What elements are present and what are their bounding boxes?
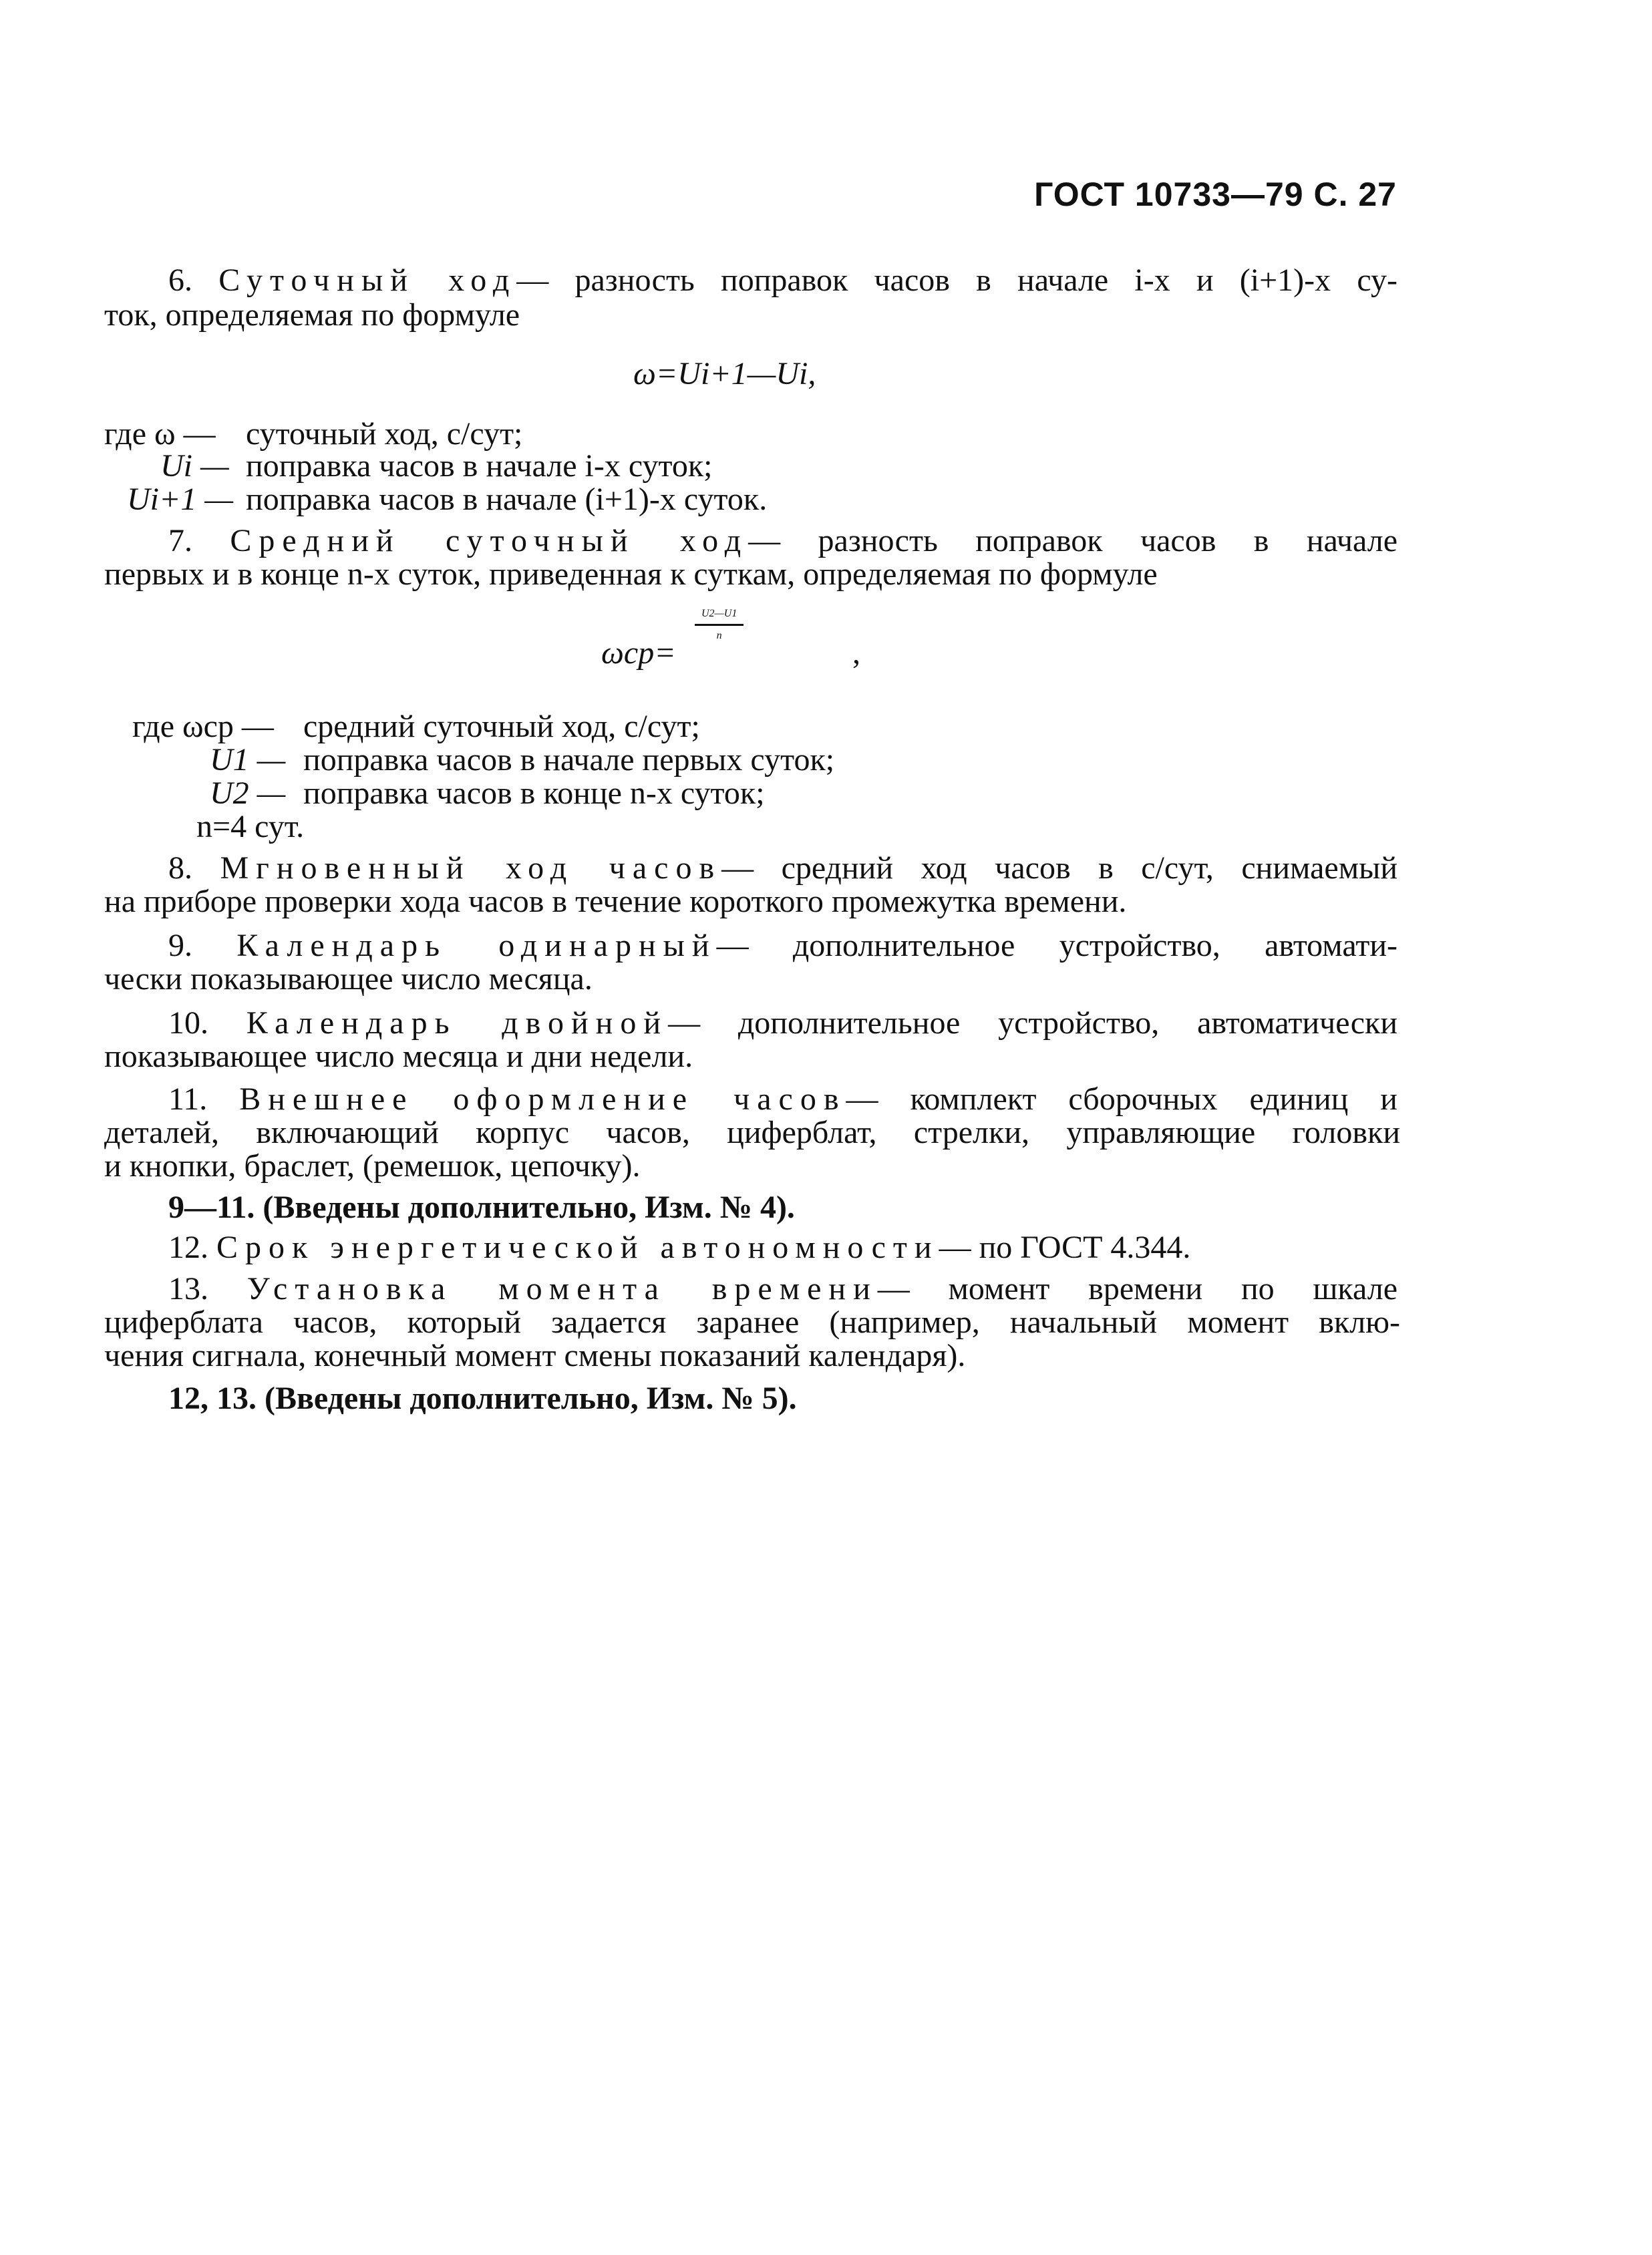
definition-text: — комплект сборочных единиц и (846, 1081, 1397, 1117)
term: Календарь одинарный (236, 928, 717, 963)
item-13-line-3: чения сигнала, конечный момент смены показаний календаря). (104, 1338, 966, 1373)
term: Мгновенный ход часов (220, 850, 722, 886)
item-11-line-1 (168, 1081, 1397, 1117)
formula-lhs: ωср= (601, 635, 676, 671)
formula-fraction (695, 608, 744, 642)
where-desc: поправка часов в начале i-х суток; (246, 448, 713, 484)
page-header: ГОСТ 10733—79 С. 27 (1034, 176, 1397, 213)
item-8-line-2: на приборе проверки хода часов в течение короткого промежутка времени. (104, 884, 1127, 919)
item-8-line-1 (168, 850, 1397, 886)
term: Средний суточный ход (230, 523, 749, 558)
definition-text: — средний ход часов в с/сут, снимаемый (721, 850, 1398, 886)
where-desc: средний суточный ход, с/сут; (303, 709, 700, 744)
definition-text: — разность поправок часов в начале i-х и (i+1)-х су- (516, 263, 1398, 298)
definition-text: — момент времени по шкале (877, 1271, 1397, 1307)
definition-text: — дополнительное устройство, автоматически (668, 1005, 1398, 1041)
item-12-line-1 (168, 1229, 1190, 1266)
item-number: 9. (168, 928, 192, 963)
item-number: 13. (168, 1271, 208, 1307)
item-11-line-2: деталей, включающий корпус часов, циферблат, стрелки, управляющие головки (104, 1115, 1400, 1150)
definition-text: — дополнительное устройство, автомати- (716, 928, 1398, 963)
where-desc: поправка часов в начале (i+1)-х суток. (246, 482, 768, 517)
item-6-line-1 (168, 262, 1397, 299)
formula-tail: , (852, 635, 860, 671)
term: Суточный ход (218, 263, 517, 298)
formula-daily-rate: ω=Ui+1—Ui, (633, 356, 816, 391)
definition-text: — разность поправок часов в начале (748, 523, 1398, 558)
item-9-line-2: чески показывающее число месяца. (104, 961, 593, 997)
term: Срок энергетической автономности (216, 1230, 939, 1265)
item-7-line-1 (168, 522, 1397, 559)
item-number: 10. (168, 1005, 208, 1041)
where-symbol: Ui+1 — (127, 482, 234, 517)
formula-numerator: U2—U1 (695, 608, 744, 626)
item-6-line-2: ток, определяемая по формуле (104, 297, 520, 333)
amendment-note: 12, 13. (Введены дополнительно, Изм. № 5). (168, 1381, 797, 1416)
item-10-line-2: показывающее число месяца и дни недели. (104, 1039, 693, 1074)
item-number: 6. (168, 263, 192, 298)
term: Внешнее оформление часов (239, 1081, 846, 1117)
where-symbol: Ui — (160, 448, 229, 484)
formula-denominator: n (716, 630, 722, 641)
where-symbol: n=4 сут. (196, 809, 305, 844)
where-symbol: U1 — (210, 742, 286, 777)
item-number: 7. (168, 523, 192, 558)
where-desc: суточный ход, с/сут; (246, 416, 523, 452)
amendment-note: 9—11. (Введены дополнительно, Изм. № 4). (168, 1190, 795, 1225)
item-number: 11. (168, 1081, 208, 1117)
where-symbol: U2 — (210, 775, 286, 811)
term: Установка момента времени (246, 1271, 878, 1307)
item-11-line-3: и кнопки, браслет, (ремешок, цепочку). (104, 1148, 641, 1184)
where-desc: поправка часов в начале первых суток; (303, 742, 835, 777)
where-symbol: где ω — (104, 416, 216, 452)
item-number: 12. (168, 1230, 208, 1265)
term: Календарь двойной (246, 1005, 669, 1041)
item-number: 8. (168, 850, 192, 886)
where-symbol: где ωср — (132, 709, 274, 744)
item-13-line-1 (168, 1270, 1397, 1307)
item-9-line-1 (168, 927, 1397, 964)
where-desc: поправка часов в конце n-х суток; (303, 775, 765, 811)
item-7-line-2: первых и в конце n-х суток, приведенная к суткам, определяемая по формуле (104, 556, 1158, 592)
definition-text: — по ГОСТ 4.344. (939, 1230, 1191, 1265)
item-13-line-2: циферблата часов, который задается заранее (например, начальный момент вклю- (104, 1305, 1400, 1340)
item-10-line-1 (168, 1005, 1397, 1041)
